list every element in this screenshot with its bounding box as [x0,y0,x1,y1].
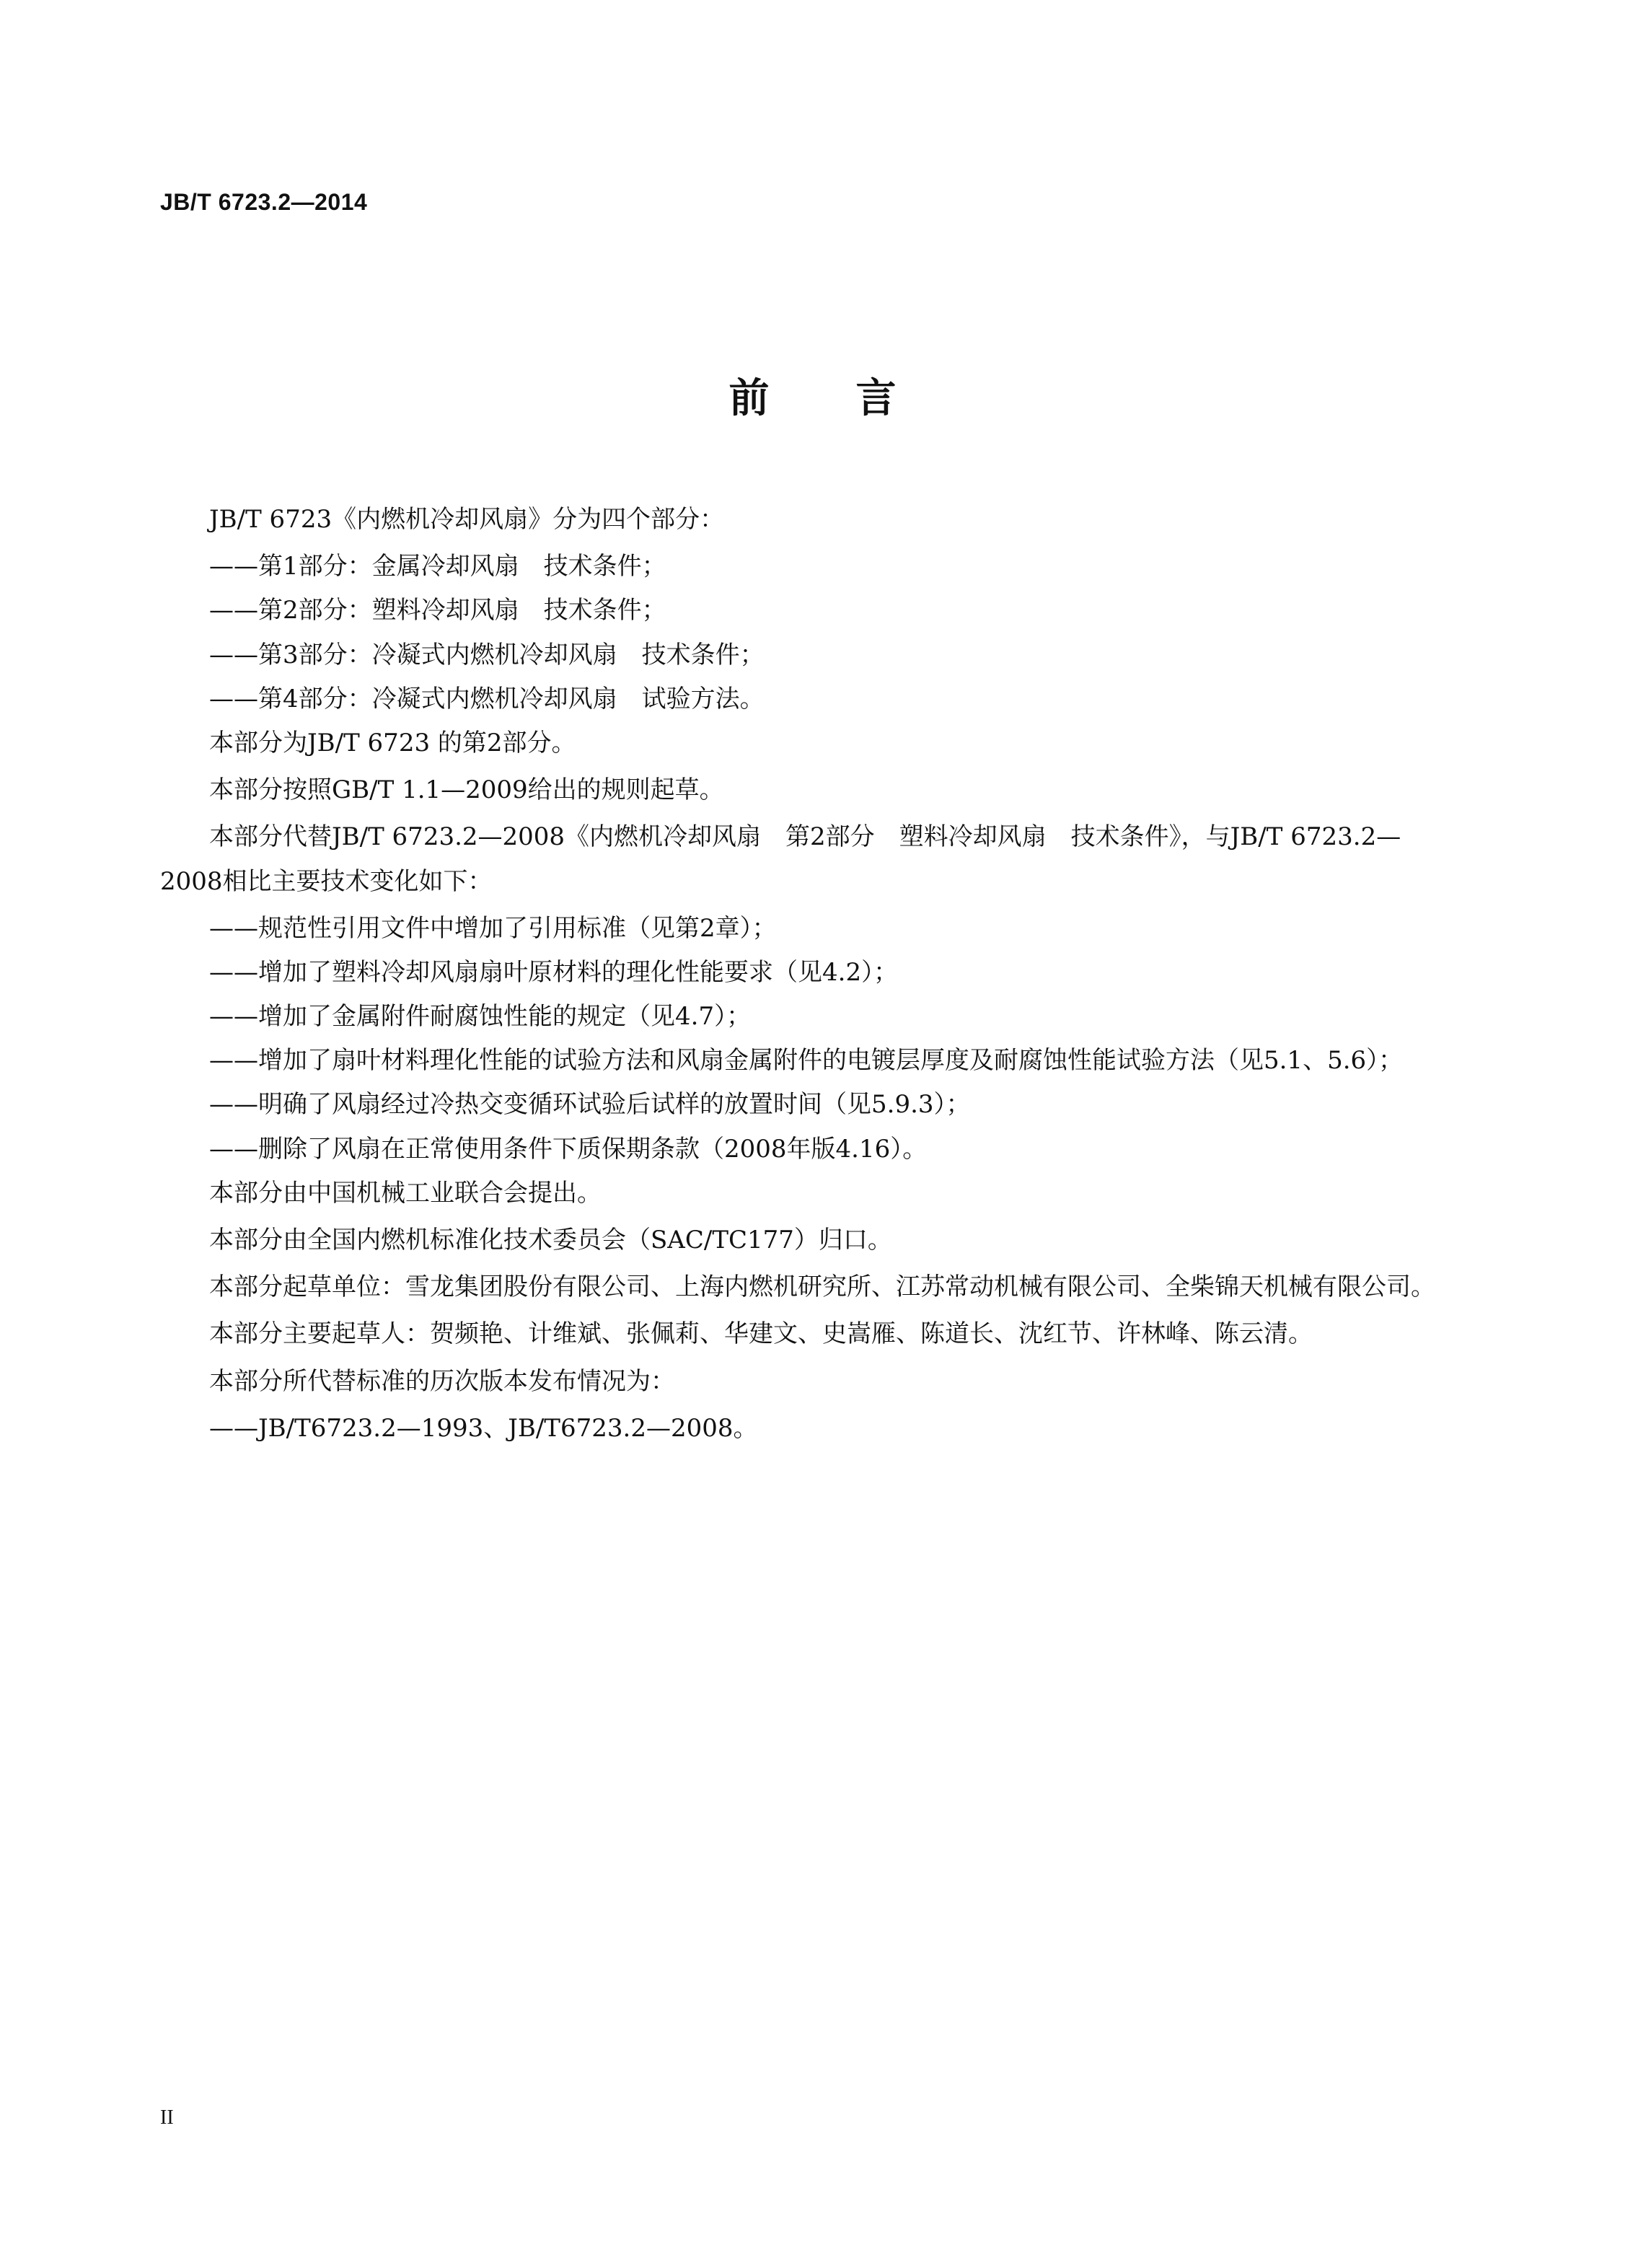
list-item: ——增加了金属附件耐腐蚀性能的规定（见4.7）； [209,1002,752,1032]
foreword-body [160,498,1437,1451]
drafters: 本部分主要起草人：贺频艳、计维斌、张佩莉、华建文、史嵩雁、陈道长、沈红节、许林峰、陈云清。 [209,1319,1313,1349]
list-item: ——明确了风扇经过冷热交变循环试验后试样的放置时间（见5.9.3）； [209,1090,971,1120]
list-item: ——删除了风扇在正常使用条件下质保期条款（2008年版4.16）。 [209,1134,928,1164]
proposed-by: 本部分由中国机械工业联合会提出。 [209,1178,602,1208]
list-item: ——第3部分：冷凝式内燃机冷却风扇 技术条件； [209,640,765,669]
intro-paragraph: JB/T 6723《内燃机冷却风扇》分为四个部分： [209,505,725,534]
page-title: 前言 [728,375,983,422]
page-number: II [160,2106,174,2129]
managed-by: 本部分由全国内燃机标准化技术委员会（SAC/TC177）归口。 [209,1226,892,1254]
changes-list [160,907,1437,1172]
list-item: ——第2部分：塑料冷却风扇 技术条件； [209,596,666,625]
history-intro: 本部分所代替标准的历次版本发布情况为： [209,1366,675,1396]
drafting-units: 本部分起草单位：雪龙集团股份有限公司、上海内燃机研究所、江苏常动机械有限公司、全柴锦天机械有限公司。 [209,1273,1435,1302]
part-note: 本部分为JB/T 6723 的第2部分。 [209,728,576,757]
list-item: ——第4部分：冷凝式内燃机冷却风扇 试验方法。 [209,684,765,713]
replaces-paragraph: 本部分代替JB/T 6723.2—2008《内燃机冷却风扇 第2部分 塑料冷却风扇 技术条件》，与JB/T 6723.2—2008相比主要技术变化如下： [160,822,1401,896]
parts-list [160,545,1437,721]
list-item: ——增加了扇叶材料理化性能的试验方法和风扇金属附件的电镀层厚度及耐腐蚀性能试验方法（见5.1、5.6）； [209,1046,1404,1076]
list-item: ——规范性引用文件中增加了引用标准（见第2章）； [209,913,777,943]
drafting-rule: 本部分按照GB/T 1.1—2009给出的规则起草。 [209,775,724,805]
list-item: ——第1部分：金属冷却风扇 技术条件； [209,552,666,581]
list-item: ——增加了塑料冷却风扇扇叶原材料的理化性能要求（见4.2）； [209,957,899,987]
history-item: ——JB/T6723.2—1993、JB/T6723.2—2008。 [209,1413,758,1443]
standard-number: JB/T 6723.2—2014 [160,189,368,215]
